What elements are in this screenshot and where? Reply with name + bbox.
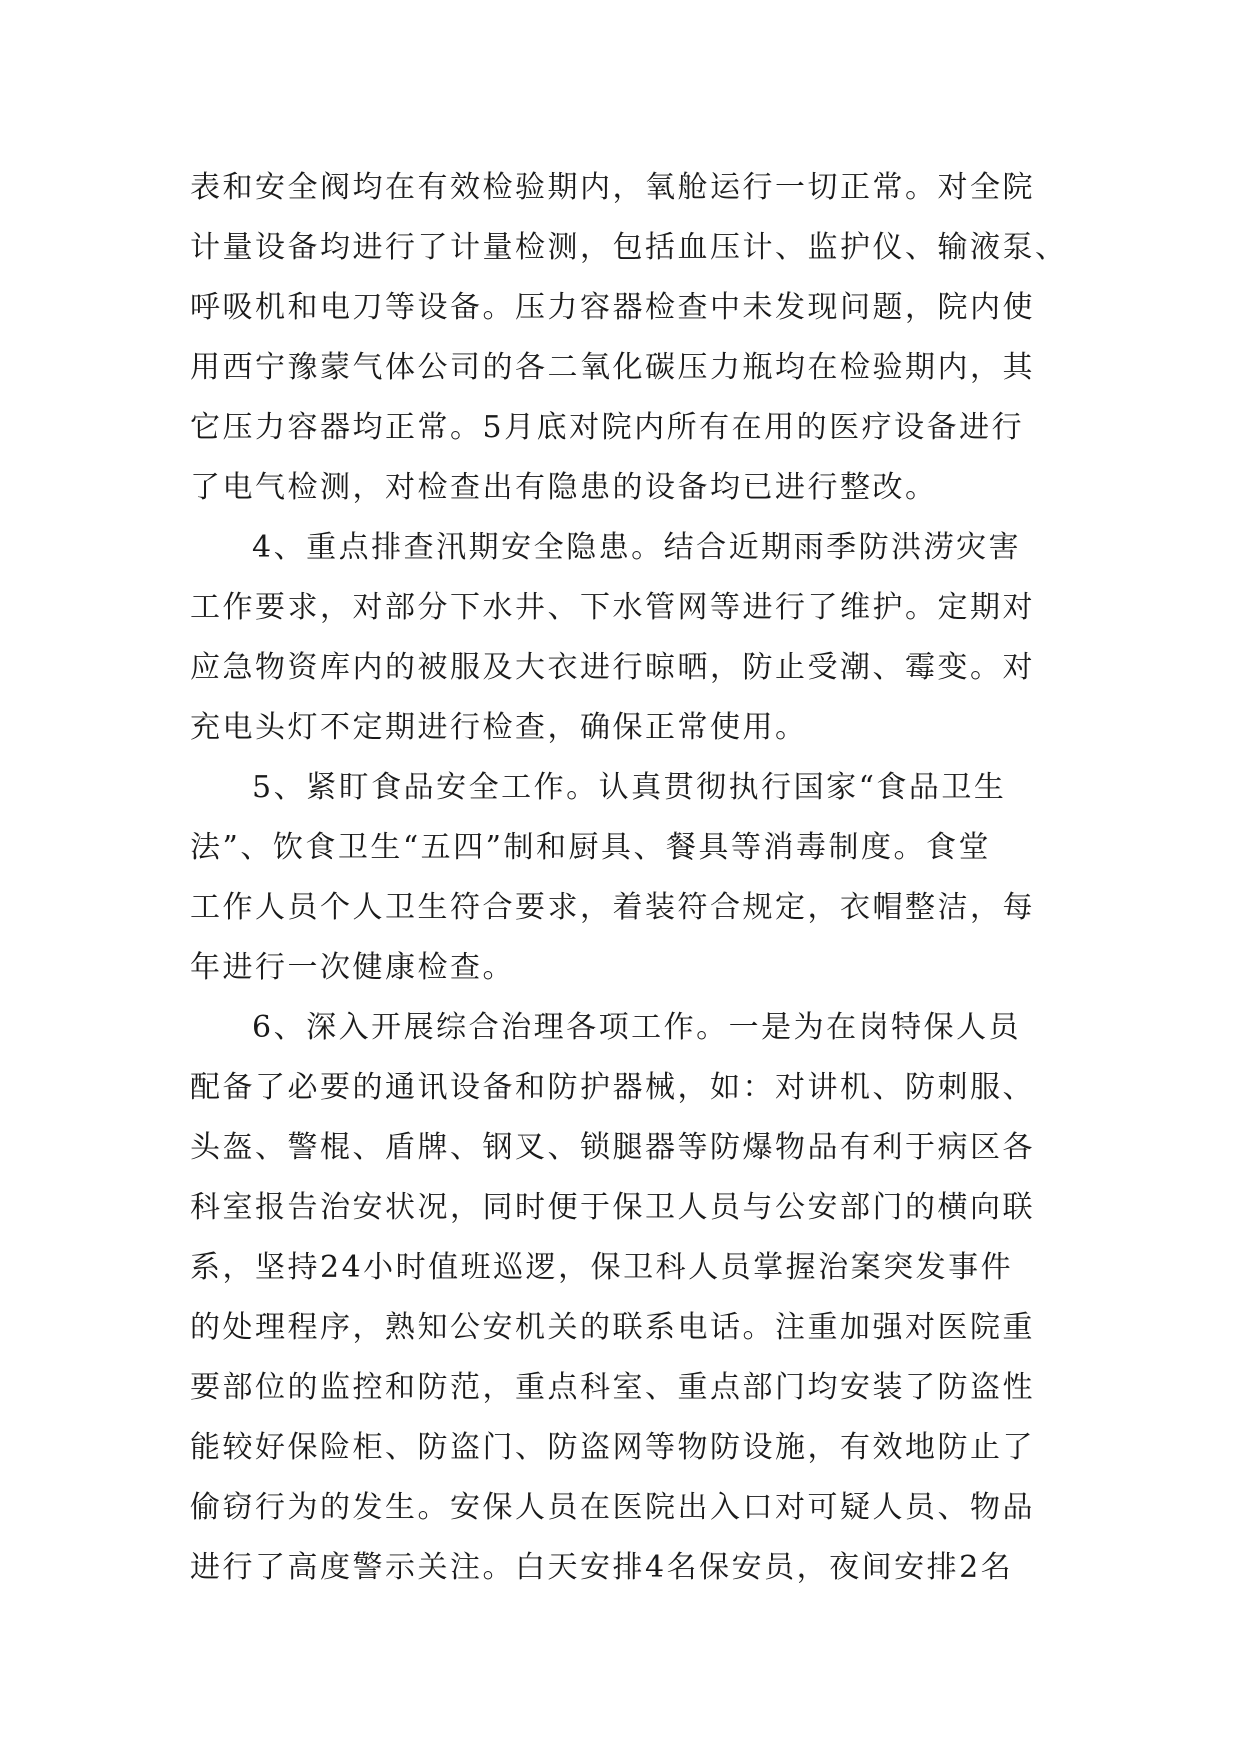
text-line: 工作要求，对部分下水井、下水管网等进行了维护。定期对	[190, 590, 1035, 625]
text-line: 能较好保险柜、防盗门、防盗网等物防设施，有效地防止了	[190, 1430, 1035, 1465]
text-line: 偷窃行为的发生。安保人员在医院出入口对可疑人员、物品	[190, 1490, 1035, 1525]
text-line: 进行了高度警示关注。白天安排4名保安员，夜间安排2名	[190, 1550, 1014, 1585]
text-line: 要部位的监控和防范，重点科室、重点部门均安装了防盗性	[190, 1370, 1035, 1405]
text-line: 它压力容器均正常。5月底对院内所有在用的医疗设备进行	[190, 410, 1025, 445]
text-line: 用西宁豫蒙气体公司的各二氧化碳压力瓶均在检验期内，其	[190, 350, 1035, 385]
paragraph-start-line: 5、紧盯食品安全工作。认真贯彻执行国家“食品卫生	[252, 770, 1007, 805]
text-line: 年进行一次健康检查。	[190, 950, 515, 985]
text-line: 系，坚持24小时值班巡逻，保卫科人员掌握治案突发事件	[190, 1250, 1014, 1285]
text-line: 应急物资库内的被服及大衣进行晾晒，防止受潮、霉变。对	[190, 650, 1035, 685]
text-line: 工作人员个人卫生符合要求，着装符合规定，衣帽整洁，每	[190, 890, 1035, 925]
text-line: 充电头灯不定期进行检查，确保正常使用。	[190, 710, 808, 745]
text-line: 法”、饮食卫生“五四”制和厨具、餐具等消毒制度。食堂	[190, 830, 992, 865]
text-line: 表和安全阀均在有效检验期内，氧舱运行一切正常。对全院	[190, 170, 1035, 205]
text-line: 的处理程序，熟知公安机关的联系电话。注重加强对医院重	[190, 1310, 1035, 1345]
text-line: 了电气检测，对检查出有隐患的设备均已进行整改。	[190, 470, 938, 505]
paragraph-start-line: 4、重点排查汛期安全隐患。结合近期雨季防洪涝灾害	[252, 530, 1022, 565]
text-line: 头盔、警棍、盾牌、钢叉、锁腿器等防爆物品有利于病区各	[190, 1130, 1035, 1165]
document-body	[190, 158, 1070, 1598]
text-line: 计量设备均进行了计量检测，包括血压计、监护仪、输液泵、	[190, 230, 1068, 265]
paragraph-start-line: 6、深入开展综合治理各项工作。一是为在岗特保人员	[252, 1010, 1022, 1045]
text-line: 呼吸机和电刀等设备。压力容器检查中未发现问题，院内使	[190, 290, 1035, 325]
text-line: 科室报告治安状况，同时便于保卫人员与公安部门的横向联	[190, 1190, 1035, 1225]
text-line: 配备了必要的通讯设备和防护器械，如：对讲机、防刺服、	[190, 1070, 1035, 1105]
